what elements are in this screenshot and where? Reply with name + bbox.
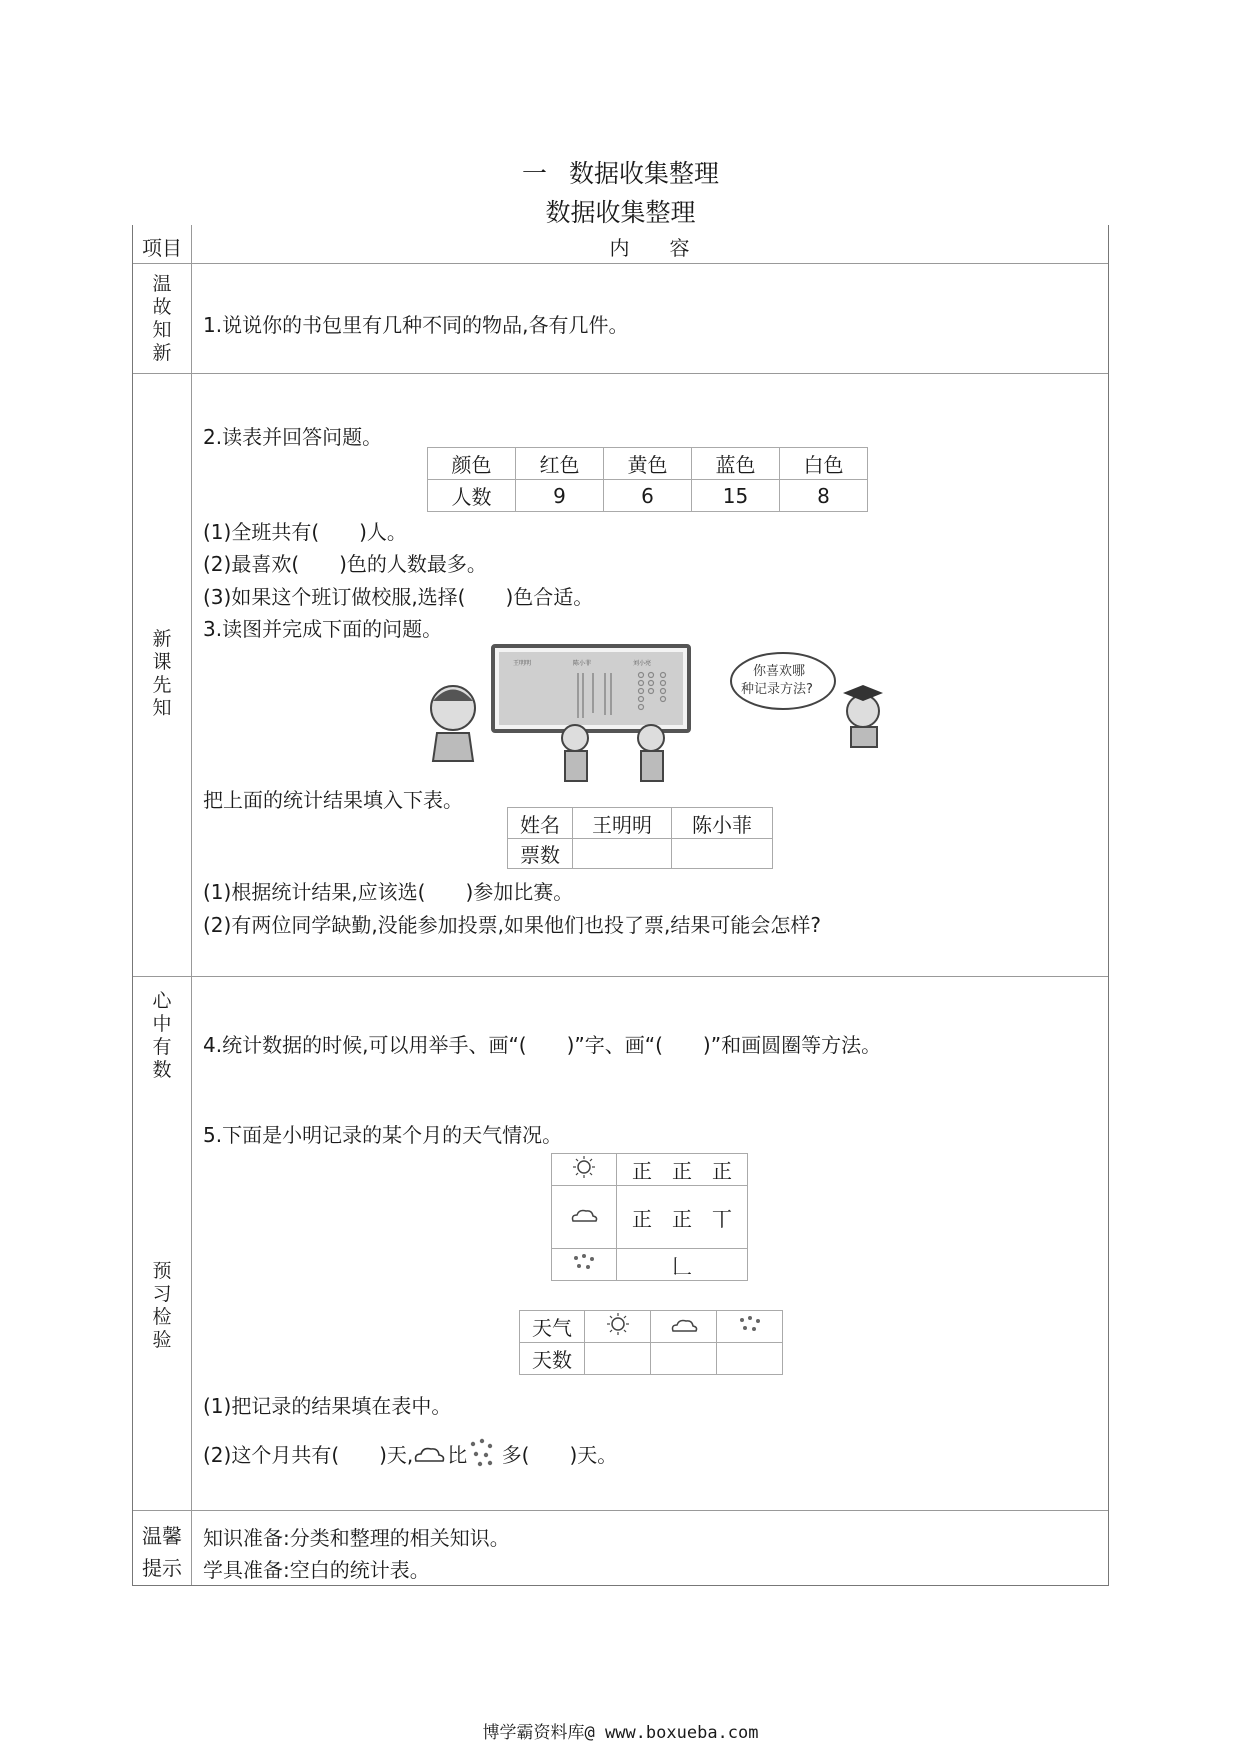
vote-answer-cell[interactable] [672, 839, 773, 869]
row-divider [133, 373, 1108, 374]
label-tips: 温馨 提示 [142, 1524, 182, 1580]
cloud-icon [651, 1311, 717, 1343]
label-preview: 预 习 检 验 [152, 1260, 172, 1351]
color-table-cell: 黄色 [604, 448, 692, 480]
question-5: 5.下面是小明记录的某个月的天气情况。 [203, 1123, 563, 1147]
question-2-2: (2)最喜欢( )色的人数最多。 [203, 552, 487, 576]
tally-sun: 正 正 正 [617, 1154, 748, 1186]
vote-answer-cell[interactable] [573, 839, 672, 869]
chapter-title-text: 数据收集整理 [569, 159, 720, 188]
footer-watermark: 博学霸资料库@ www.boxueba.com [482, 1723, 759, 1743]
header-content: 内 容 [609, 236, 690, 260]
vote-table-cell: 陈小菲 [672, 808, 773, 839]
color-table-cell: 6 [604, 480, 692, 512]
color-table-cell: 8 [780, 480, 868, 512]
color-table-cell: 人数 [428, 480, 516, 512]
column-divider [191, 225, 192, 1585]
question-2-1: (1)全班共有( )人。 [203, 520, 407, 544]
question-3-1: (1)根据统计结果,应该选( )参加比赛。 [203, 880, 574, 904]
tip-line-2: 学具准备:空白的统计表。 [203, 1558, 430, 1582]
row-divider [133, 263, 1108, 264]
color-table-cell: 颜色 [428, 448, 516, 480]
chapter-title [0, 154, 1241, 190]
label-new: 新 课 先 知 [152, 628, 172, 719]
cloud-icon [413, 1444, 447, 1464]
lesson-title: 数据收集整理 [545, 198, 696, 227]
color-table-cell: 白色 [780, 448, 868, 480]
sun-icon [585, 1311, 651, 1343]
vote-table-cell: 姓名 [508, 808, 573, 839]
cloud-icon [552, 1186, 617, 1249]
question-2-3: (3)如果这个班订做校服,选择( )色合适。 [203, 585, 594, 609]
color-table-cell: 15 [692, 480, 780, 512]
voting-illustration [423, 643, 1003, 793]
fill-instruction: 把上面的统计结果填入下表。 [203, 788, 463, 812]
chapter-number: 一 [521, 159, 547, 188]
vote-table-cell: 王明明 [573, 808, 672, 839]
color-table-cell: 9 [516, 480, 604, 512]
question-3: 3.读图并完成下面的问题。 [203, 617, 443, 641]
color-table-cell: 蓝色 [692, 448, 780, 480]
snow-icon [467, 1438, 495, 1468]
tip-line-1: 知识准备:分类和整理的相关知识。 [203, 1526, 510, 1550]
tally-cloud: 正 正 丅 [617, 1186, 748, 1249]
question-2: 2.读表并回答问题。 [203, 425, 383, 449]
weather-answer-cell[interactable] [585, 1343, 651, 1375]
weather-answer-cell[interactable] [717, 1343, 783, 1375]
question-1: 1.说说你的书包里有几种不同的物品,各有几件。 [203, 313, 629, 337]
header-item: 项目 [142, 236, 182, 260]
board-name-1: 王明明 [513, 660, 532, 667]
label-mind: 心 中 有 数 [152, 990, 172, 1081]
weather-table [519, 1310, 783, 1375]
row-divider [133, 1510, 1108, 1511]
question-3-2: (2)有两位同学缺勤,没能参加投票,如果他们也投了票,结果可能会怎样? [203, 913, 822, 937]
board-name-3: 刘小亮 [633, 660, 652, 667]
weather-row-label: 天气 [520, 1311, 585, 1343]
label-review: 温 故 知 新 [152, 273, 172, 364]
vote-table [507, 807, 773, 869]
weather-row-label: 天数 [520, 1343, 585, 1375]
weather-answer-cell[interactable] [651, 1343, 717, 1375]
tally-snow: 𠃊 [617, 1249, 748, 1281]
board-name-2: 陈小菲 [573, 660, 592, 667]
speech-line-2: 种记录方法? [741, 682, 813, 697]
color-table-cell: 红色 [516, 448, 604, 480]
main-table [132, 225, 1109, 1586]
sun-icon [552, 1154, 617, 1186]
row-divider [133, 976, 1108, 977]
question-5-2: (2)这个月共有( )天, 比 多( )天。 [203, 1438, 617, 1468]
question-4: 4.统计数据的时候,可以用举手、画“( )”字、画“( )”和画圆圈等方法。 [203, 1033, 882, 1057]
color-table [427, 447, 868, 512]
snow-icon [552, 1249, 617, 1281]
vote-table-cell: 票数 [508, 839, 573, 869]
snow-icon [717, 1311, 783, 1343]
tally-table [551, 1153, 748, 1281]
question-5-1: (1)把记录的结果填在表中。 [203, 1394, 452, 1418]
speech-line-1: 你喜欢哪 [753, 664, 806, 679]
